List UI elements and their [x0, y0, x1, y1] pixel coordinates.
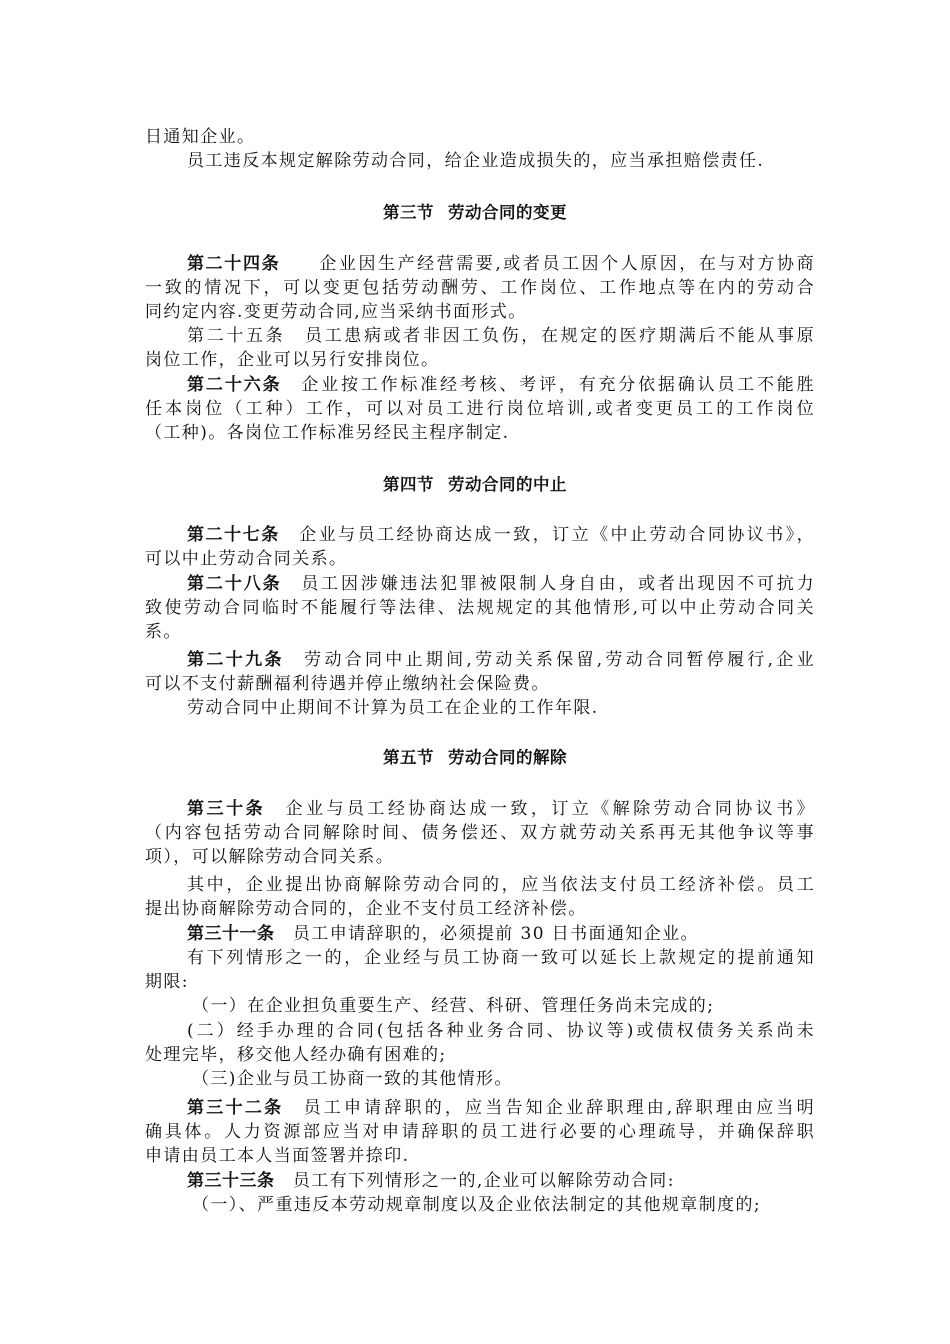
article-25-line: 岗位工作，企业可以另行安排岗位。: [145, 350, 440, 370]
section-heading: 第三节 劳动合同的变更: [383, 203, 567, 222]
list-item: 处理完毕，移交他人经办确有困难的;: [145, 1045, 447, 1065]
list-item: （一）、严重违反本劳动规章制度以及企业依法制定的其他规章制度的;: [192, 1195, 762, 1215]
article-label: 第二十四条: [187, 254, 281, 274]
article-30-line: 项），可以解除劳动合同关系。: [145, 847, 395, 867]
article-24-line: 同约定内容.变更劳动合同,应当采纳书面形式。: [145, 302, 527, 322]
article-label: 第二十七条: [187, 525, 280, 545]
article-26-line: 任本岗位（工种）工作，可以对员工进行岗位培训,或者变更员工的工作岗位: [145, 399, 815, 419]
article-27-line: 可以中止劳动合同关系。: [145, 549, 348, 569]
article-30-line: 提出协商解除劳动合同的，企业不支付员工经济补偿。: [145, 899, 587, 919]
article-32-line: 申请由员工本人当面签署并捺印.: [145, 1146, 410, 1166]
section-heading: 第五节 劳动合同的解除: [383, 748, 567, 767]
article-label: 第二十六条: [187, 375, 282, 395]
article-29-line: 第二十九条 劳动合同中止期间,劳动关系保留,劳动合同暂停履行,企业: [187, 650, 815, 670]
article-26-line: 第二十六条 企业按工作标准经考核、考评，有充分依据确认员工不能胜: [187, 375, 815, 395]
section-heading: 第四节 劳动合同的中止: [383, 475, 567, 494]
article-26-line: （工种)。各岗位工作标准另经民主程序制定.: [145, 423, 510, 443]
article-27-line: 第二十七条 企业与员工经协商达成一致，订立《中止劳动合同协议书》，: [187, 525, 815, 545]
article-29-line: 可以不支付薪酬福利待遇并停止缴纳社会保险费。: [145, 674, 550, 694]
article-31-line: 有下列情形之一的，企业经与员工协商一致可以延长上款规定的提前通知: [187, 948, 815, 968]
article-31-line: 第三十一条 员工申请辞职的，必须提前 30 日书面通知企业。: [187, 924, 699, 944]
article-32-line: 确具体。人力资源部应当对申请辞职的员工进行必要的心理疏导，并确保辞职: [145, 1122, 815, 1142]
article-label: 第二十九条: [187, 650, 284, 670]
article-28-line: 第二十八条 员工因涉嫌违法犯罪被限制人身自由，或者出现因不可抗力: [187, 574, 815, 594]
article-33-line: 第三十三条 员工有下列情形之一的,企业可以解除劳动合同:: [187, 1171, 675, 1191]
article-24-line: 一致的情况下，可以变更包括劳动酬劳、工作岗位、工作地点等在内的劳动合: [145, 278, 815, 298]
article-24-line: 第二十四条 企业因生产经营需要,或者员工因个人原因，在与对方协商: [187, 254, 815, 274]
article-label: 第三十一条: [187, 924, 275, 944]
article-label: 第三十三条: [187, 1171, 275, 1191]
article-30-line: 第三十条 企业与员工经协商达成一致，订立《解除劳动合同协议书》: [187, 799, 815, 819]
article-28-line: 致使劳动合同临时不能履行等法律、法规规定的其他情形,可以中止劳动合同关: [145, 598, 815, 618]
article-label: 第三十二条: [187, 1098, 284, 1118]
article-31-line: 期限:: [145, 972, 189, 992]
paragraph-line: 员工违反本规定解除劳动合同，给企业造成损失的，应当承担赔偿责任.: [187, 151, 765, 171]
article-32-line: 第三十二条 员工申请辞职的，应当告知企业辞职理由,辞职理由应当明: [187, 1098, 815, 1118]
article-29-line: 劳动合同中止期间不计算为员工在企业的工作年限.: [187, 698, 599, 718]
article-30-line: （内容包括劳动合同解除时间、债务偿还、双方就劳动关系再无其他争议等事: [145, 823, 815, 843]
article-label: 第二十八条: [187, 574, 282, 594]
list-item: (二）经手办理的合同(包括各种业务合同、协议等)或债权债务关系尚未: [187, 1021, 815, 1041]
paragraph-line: 日通知企业。: [145, 127, 256, 147]
article-25-line: 第二十五条 员工患病或者非因工负伤，在规定的医疗期满后不能从事原: [187, 326, 815, 346]
article-label: 第三十条: [187, 799, 266, 819]
article-28-line: 系。: [145, 622, 182, 642]
article-30-line: 其中，企业提出协商解除劳动合同的，应当依法支付员工经济补偿。员工: [187, 875, 815, 895]
list-item: （一）在企业担负重要生产、经营、科研、管理任务尚未完成的;: [192, 996, 715, 1016]
list-item: （三)企业与员工协商一致的其他情形。: [192, 1069, 513, 1089]
